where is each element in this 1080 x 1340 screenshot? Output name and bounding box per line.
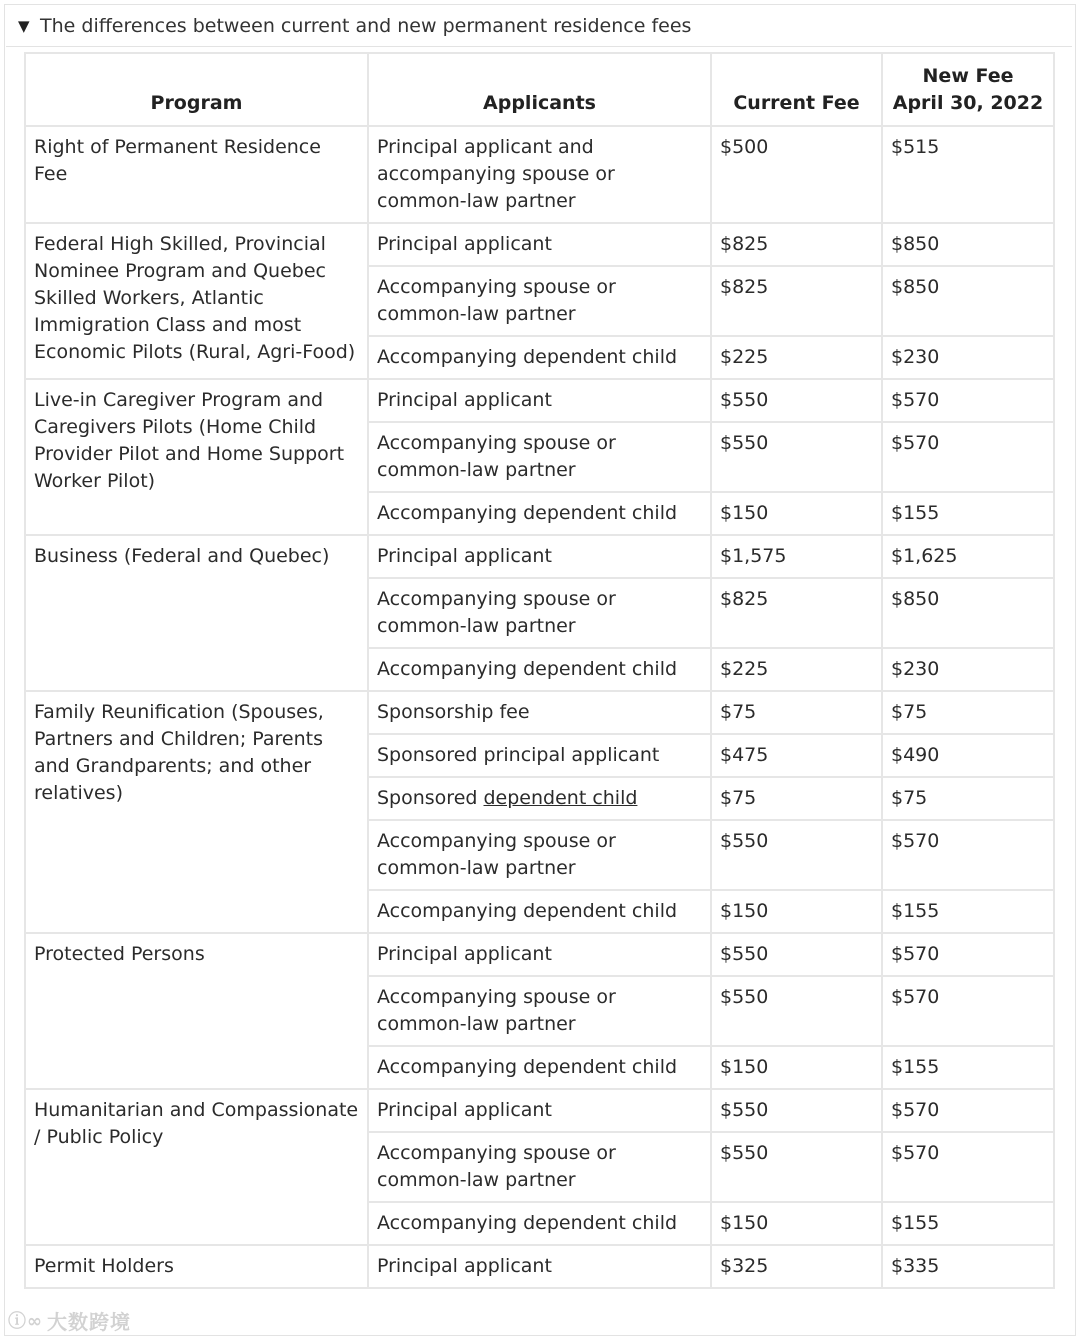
applicant-cell: Sponsorship fee	[368, 691, 711, 734]
current-fee-cell: $550	[711, 820, 882, 890]
applicant-cell: Accompanying dependent child	[368, 648, 711, 691]
current-fee-cell: $225	[711, 336, 882, 379]
new-fee-cell: $230	[882, 648, 1054, 691]
details-summary-label: The differences between current and new permanent residence fees	[40, 15, 692, 37]
program-cell: Protected Persons	[25, 933, 368, 1089]
new-fee-cell: $155	[882, 492, 1054, 535]
applicant-cell: Principal applicant and accompanying spouse or common-law partner	[368, 126, 711, 223]
applicant-cell: Principal applicant	[368, 223, 711, 266]
applicant-cell: Accompanying spouse or common-law partner	[368, 976, 711, 1046]
new-fee-cell: $155	[882, 1202, 1054, 1245]
applicant-cell: Accompanying spouse or common-law partner	[368, 422, 711, 492]
current-fee-cell: $150	[711, 1046, 882, 1089]
new-fee-cell: $155	[882, 890, 1054, 933]
program-cell: Humanitarian and Compassionate / Public Policy	[25, 1089, 368, 1245]
header-applicants: Applicants	[368, 53, 711, 126]
new-fee-cell: $335	[882, 1245, 1054, 1288]
current-fee-cell: $150	[711, 1202, 882, 1245]
new-fee-cell: $75	[882, 691, 1054, 734]
current-fee-cell: $75	[711, 777, 882, 820]
current-fee-cell: $150	[711, 890, 882, 933]
current-fee-cell: $225	[711, 648, 882, 691]
header-program: Program	[25, 53, 368, 126]
table-row	[25, 535, 1054, 578]
new-fee-cell: $570	[882, 976, 1054, 1046]
new-fee-cell: $490	[882, 734, 1054, 777]
table-row	[25, 223, 1054, 266]
program-cell: Family Reunification (Spouses, Partners and Children; Parents and Grandparents; and other relatives)	[25, 691, 368, 933]
watermark	[8, 1304, 131, 1336]
applicant-cell: Accompanying dependent child	[368, 1046, 711, 1089]
dependent-child-link[interactable]: dependent child	[483, 787, 638, 809]
applicant-cell: Accompanying dependent child	[368, 890, 711, 933]
details-summary-toggle[interactable]	[6, 6, 1072, 47]
table-row	[25, 691, 1054, 734]
applicant-cell: Accompanying dependent child	[368, 336, 711, 379]
program-cell: Federal High Skilled, Provincial Nominee Program and Quebec Skilled Workers, Atlantic Immigration Class and most Economic Pilots (Rural, Agri-Food)	[25, 223, 368, 379]
current-fee-cell: $475	[711, 734, 882, 777]
applicant-cell: Accompanying spouse or common-law partner	[368, 820, 711, 890]
current-fee-cell: $550	[711, 1132, 882, 1202]
new-fee-cell: $850	[882, 578, 1054, 648]
table-row	[25, 1089, 1054, 1132]
new-fee-cell: $230	[882, 336, 1054, 379]
header-new-fee	[882, 53, 1054, 126]
fees-table	[24, 52, 1055, 1289]
applicant-cell: Accompanying spouse or common-law partner	[368, 266, 711, 336]
current-fee-cell: $150	[711, 492, 882, 535]
header-new-fee-date: April 30, 2022	[892, 92, 1044, 114]
program-cell: Permit Holders	[25, 1245, 368, 1288]
current-fee-cell: $825	[711, 578, 882, 648]
applicant-cell: Principal applicant	[368, 1245, 711, 1288]
table-header-row	[25, 53, 1054, 126]
program-cell: Live-in Caregiver Program and Caregivers Pilots (Home Child Provider Pilot and Home Support Worker Pilot)	[25, 379, 368, 535]
new-fee-cell: $1,625	[882, 535, 1054, 578]
header-new-fee-label: New Fee	[922, 65, 1014, 87]
fees-table-body	[25, 126, 1054, 1288]
applicant-cell: Accompanying spouse or common-law partner	[368, 1132, 711, 1202]
applicant-cell	[368, 777, 711, 820]
current-fee-cell: $325	[711, 1245, 882, 1288]
new-fee-cell: $515	[882, 126, 1054, 223]
new-fee-cell: $850	[882, 266, 1054, 336]
new-fee-cell: $75	[882, 777, 1054, 820]
table-row	[25, 1245, 1054, 1288]
current-fee-cell: $825	[711, 266, 882, 336]
watermark-logo-icon: ⓘ∞	[8, 1311, 43, 1332]
new-fee-cell: $570	[882, 1132, 1054, 1202]
table-row	[25, 126, 1054, 223]
current-fee-cell: $550	[711, 1089, 882, 1132]
new-fee-cell: $570	[882, 379, 1054, 422]
program-cell: Business (Federal and Quebec)	[25, 535, 368, 691]
applicant-text: Sponsored	[377, 787, 484, 809]
applicant-cell: Accompanying dependent child	[368, 1202, 711, 1245]
triangle-down-icon: ▼	[18, 17, 30, 35]
table-row	[25, 379, 1054, 422]
applicant-cell: Accompanying spouse or common-law partner	[368, 578, 711, 648]
current-fee-cell: $75	[711, 691, 882, 734]
current-fee-cell: $825	[711, 223, 882, 266]
new-fee-cell: $570	[882, 422, 1054, 492]
applicant-cell: Principal applicant	[368, 933, 711, 976]
current-fee-cell: $550	[711, 422, 882, 492]
new-fee-cell: $570	[882, 933, 1054, 976]
current-fee-cell: $1,575	[711, 535, 882, 578]
applicant-cell: Principal applicant	[368, 1089, 711, 1132]
applicant-cell: Accompanying dependent child	[368, 492, 711, 535]
applicant-cell: Principal applicant	[368, 379, 711, 422]
new-fee-cell: $570	[882, 820, 1054, 890]
program-cell: Right of Permanent Residence Fee	[25, 126, 368, 223]
applicant-cell: Principal applicant	[368, 535, 711, 578]
header-current-fee: Current Fee	[711, 53, 882, 126]
current-fee-cell: $550	[711, 933, 882, 976]
current-fee-cell: $550	[711, 976, 882, 1046]
new-fee-cell: $570	[882, 1089, 1054, 1132]
table-row	[25, 933, 1054, 976]
watermark-text: 大数跨境	[47, 1309, 131, 1334]
current-fee-cell: $550	[711, 379, 882, 422]
current-fee-cell: $500	[711, 126, 882, 223]
new-fee-cell: $850	[882, 223, 1054, 266]
applicant-cell: Sponsored principal applicant	[368, 734, 711, 777]
new-fee-cell: $155	[882, 1046, 1054, 1089]
